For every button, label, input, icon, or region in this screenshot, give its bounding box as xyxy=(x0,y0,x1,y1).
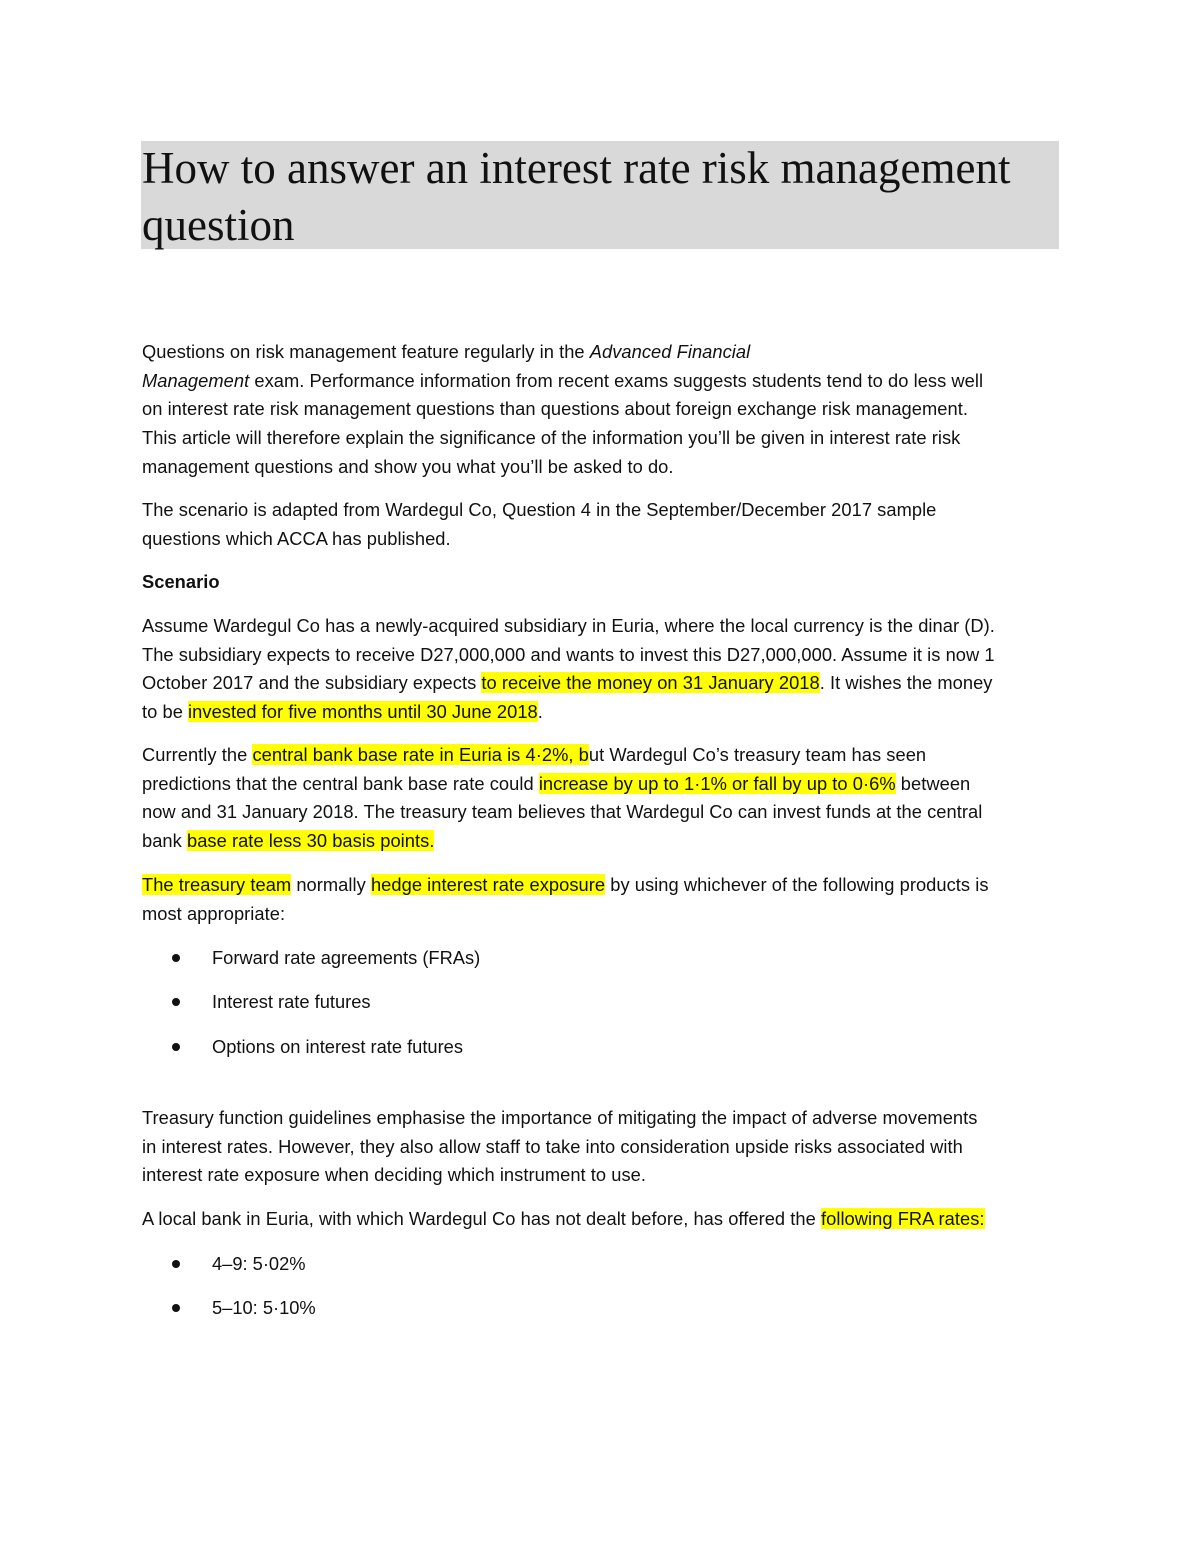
bullet-icon xyxy=(172,1043,180,1051)
highlighted-text: hedge interest rate exposure xyxy=(370,874,606,895)
list-item-text: Interest rate futures xyxy=(212,991,371,1012)
text-run: October 2017 and the subsidiary expects xyxy=(142,672,482,694)
text-line xyxy=(142,698,1062,727)
currently-paragraph xyxy=(142,741,1062,856)
source-paragraph xyxy=(142,496,1062,553)
text-line: The subsidiary expects to receive D27,000,000 and wants to invest this D27,000,000. Assume it is now 1 xyxy=(142,643,995,665)
text-line: on interest rate risk management questions than questions about foreign exchange risk management. xyxy=(142,398,968,420)
text-line: Treasury function guidelines emphasise the importance of mitigating the impact of adverse movements xyxy=(142,1107,978,1128)
text-run: normally xyxy=(291,874,371,895)
assume-paragraph xyxy=(142,612,1062,727)
text-run: Questions on risk management feature regularly in the xyxy=(142,341,590,362)
text-line: in interest rates. However, they also allow staff to take into consideration upside risks associated with xyxy=(142,1135,963,1157)
list-item-text: 4–9: 5·02% xyxy=(212,1253,306,1274)
text-line: Assume Wardegul Co has a newly-acquired subsidiary in Euria, where the local currency is the dinar (D). xyxy=(142,615,995,636)
text-line xyxy=(142,338,1062,367)
journal-title: Management xyxy=(142,369,250,391)
text-line: The scenario is adapted from Wardegul Co, Question 4 in the September/December 2017 sample xyxy=(142,499,937,520)
text-line: management questions and show you what you’ll be asked to do. xyxy=(142,455,674,477)
text-line xyxy=(142,770,1062,799)
text-run: Currently the xyxy=(142,744,253,765)
title-line: question xyxy=(142,200,295,250)
text-run: predictions that the central bank base rate could xyxy=(142,772,539,794)
title-line: How to answer an interest rate risk management xyxy=(142,143,1011,193)
text-line xyxy=(142,1205,1062,1234)
bullet-icon xyxy=(172,998,180,1006)
text-line: This article will therefore explain the significance of the information you’ll be given in interest rate risk xyxy=(142,427,961,449)
text-run: to be xyxy=(142,701,189,723)
text-line: questions which ACCA has published. xyxy=(142,527,451,549)
page-title xyxy=(142,140,1062,254)
highlighted-text: base rate less 30 basis points. xyxy=(186,830,435,852)
highlighted-text: The treasury team xyxy=(142,874,292,895)
list-item-text: Forward rate agreements (FRAs) xyxy=(212,947,481,968)
text-run: by using whichever of the following products is xyxy=(605,874,989,895)
text-line xyxy=(142,871,1062,900)
text-run: between xyxy=(895,772,971,794)
bullet-icon xyxy=(172,954,180,962)
text-line xyxy=(142,827,1062,856)
highlighted-text: central bank base rate in Euria is 4·2%, b xyxy=(252,744,589,765)
bullet-icon xyxy=(172,1304,180,1312)
text-run: . xyxy=(537,701,543,723)
list-item-text: Options on interest rate futures xyxy=(212,1036,463,1057)
bullet-icon xyxy=(172,1260,180,1268)
text-run: exam. Performance information from recent exams suggests students tend to do less well xyxy=(249,369,984,391)
text-line: now and 31 January 2018. The treasury team believes that Wardegul Co can invest funds at the central xyxy=(142,801,983,823)
text-run: . It wishes the money xyxy=(819,672,993,694)
journal-title: Advanced Financial xyxy=(589,341,751,362)
scenario-heading xyxy=(142,568,1062,597)
highlighted-text: increase by up to 1·1% or fall by up to 0·6% xyxy=(538,772,896,794)
text-line: most appropriate: xyxy=(142,902,286,924)
highlighted-text: invested for five months until 30 June 2018 xyxy=(188,701,538,723)
text-line xyxy=(142,669,1062,698)
heading-text: Scenario xyxy=(142,571,220,592)
text-run: ut Wardegul Co’s treasury team has seen xyxy=(588,744,927,765)
text-line: interest rate exposure when deciding which instrument to use. xyxy=(142,1164,647,1186)
text-line xyxy=(142,741,1062,770)
bank-paragraph xyxy=(142,1205,1062,1234)
hedge-paragraph xyxy=(142,871,1062,928)
text-line xyxy=(142,367,1062,396)
text-run: bank xyxy=(142,830,187,852)
highlighted-text: following FRA rates: xyxy=(820,1208,985,1229)
highlighted-text: to receive the money on 31 January 2018 xyxy=(481,672,820,694)
intro-paragraph xyxy=(142,338,1062,482)
guidelines-paragraph xyxy=(142,1104,1062,1190)
text-run: A local bank in Euria, with which Wardegul Co has not dealt before, has offered the xyxy=(142,1208,821,1229)
list-item-text: 5–10: 5·10% xyxy=(212,1297,316,1318)
